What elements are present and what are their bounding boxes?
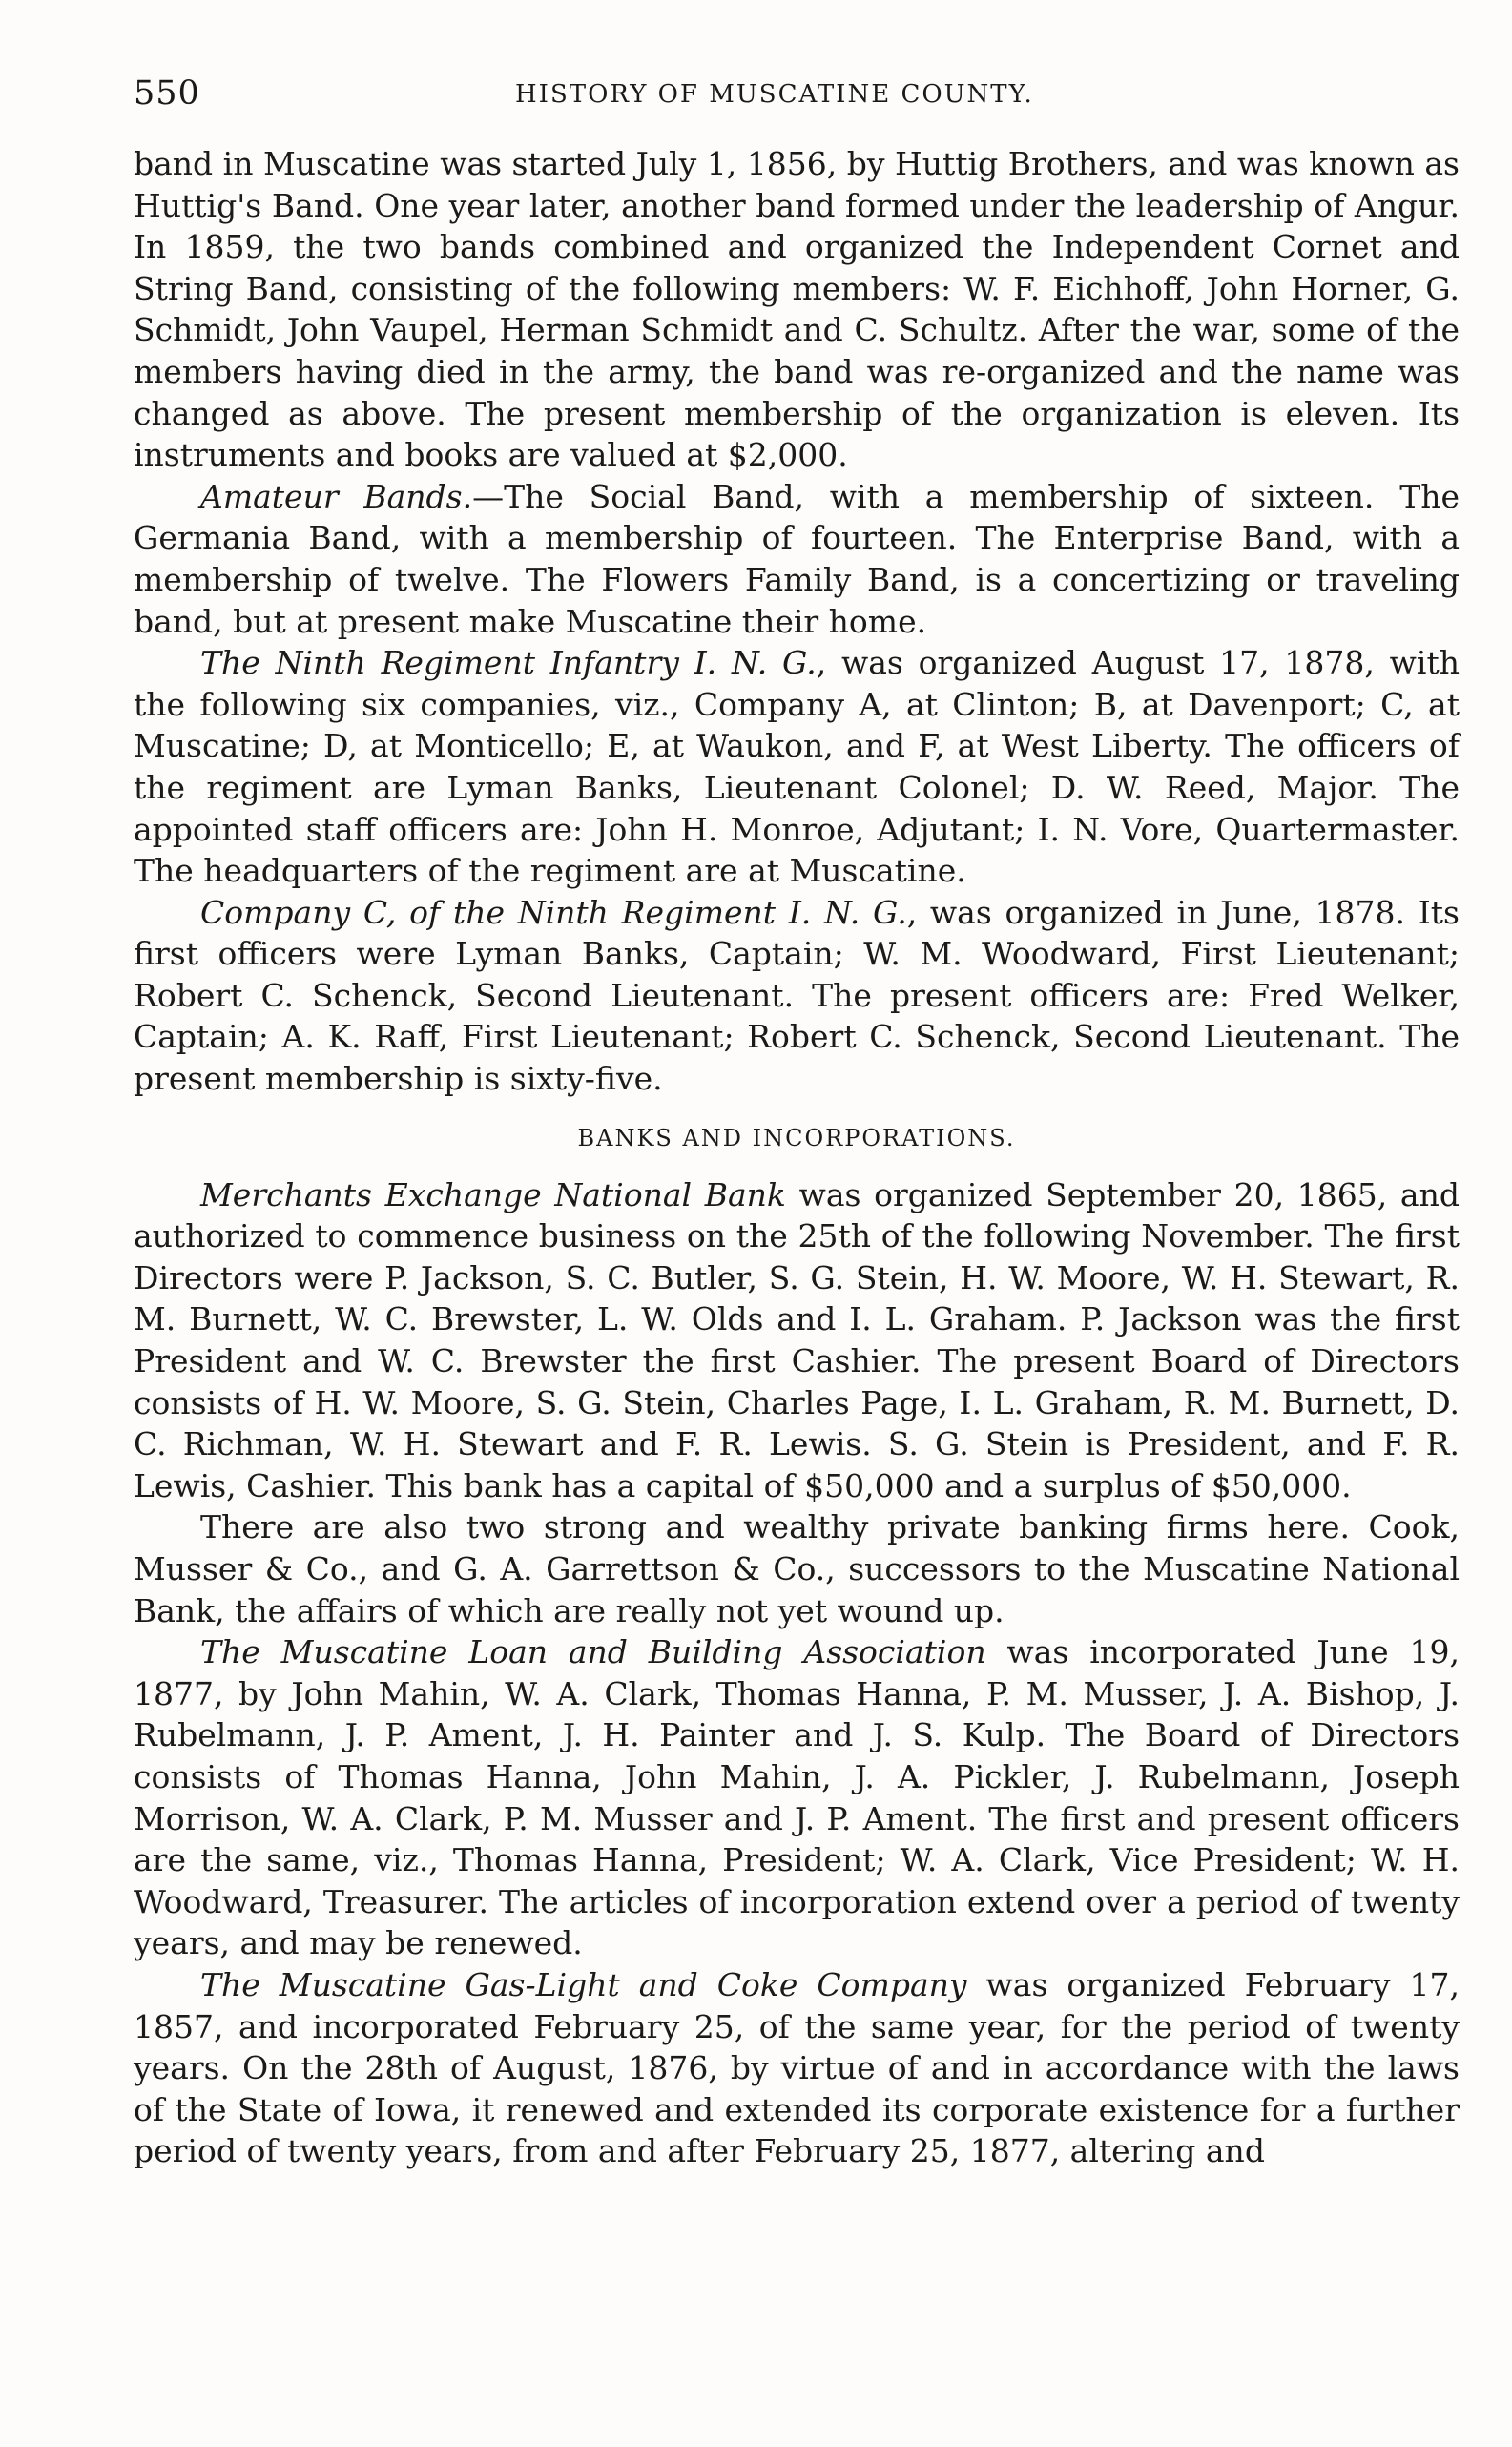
paragraph-gas-light-company [134, 1964, 1460, 2172]
paragraph-lead: The Muscatine Loan and Building Association [200, 1633, 986, 1671]
paragraph-text: was incorporated June 19, 1877, by John Mahin, W. A. Clark, Thomas Hanna, P. M. Musser, J. A. Bishop, J. Rubelmann, J. P. Ament, J. H. Painter and J. S. Kulp. The Board of Directors consists of Thomas Hanna, John Mahin, J. A. Pickler, J. Rubelmann, Joseph Morrison, W. A. Clark, P. M. Musser and J. P. Ament. The first and present officers are the same, viz., Thomas Hanna, President; W. A. Clark, Vice President; W. H. Woodward, Treasurer. The articles of incorporation extend over a period of twenty years, and may be renewed. [134, 1633, 1460, 1962]
paragraph-text: —The Social Band, with a membership of sixteen. The Germania Band, with a membership of fourteen. The Enterprise Band, with a membership of twelve. The Flowers Family Band, is a concertizing or traveling band, but at present make Muscatine their home. [134, 477, 1460, 640]
paragraph-amateur-bands [134, 476, 1460, 642]
paragraph-merchants-bank [134, 1174, 1460, 1507]
paragraph-text: was organized February 17, 1857, and incorporated February 25, of the same year, for the period of twenty years. On the 28th of August, 1876, by virtue of and in accordance with the laws of the State of Iowa, it renewed and extended its corporate existence for a further period of twenty years, from and after February 25, 1877, altering and [134, 1965, 1460, 2170]
running-head [134, 67, 1460, 124]
paragraph-text: was organized September 20, 1865, and authorized to commence business on the 25th of the following November. The first Directors were P. Jackson, S. C. Butler, S. G. Stein, H. W. Moore, W. H. Stewart, R. M. Burnett, W. C. Brewster, L. W. Olds and I. L. Graham. P. Jackson was the first President and W. C. Brewster the first Cashier. The present Board of Directors consists of H. W. Moore, S. G. Stein, Charles Page, I. L. Graham, R. M. Burnett, D. C. Richman, W. H. Stewart and F. R. Lewis. S. G. Stein is President, and F. R. Lewis, Cashier. This bank has a capital of $50,000 and a surplus of $50,000. [134, 1175, 1460, 1504]
paragraph-lead: The Ninth Regiment Infantry I. N. G. [200, 644, 817, 682]
section-heading: BANKS AND INCORPORATIONS. [577, 1124, 1016, 1151]
paragraph-text: There are also two strong and wealthy private banking firms here. Cook, Musser & Co., and G. A. Garrettson & Co., successors to the Muscatine National Bank, the affairs of which are really not yet wound up. [134, 1508, 1460, 1629]
paragraph-private-banks [134, 1506, 1460, 1631]
paragraph-band-history [134, 143, 1460, 476]
paragraph-lead: Company C, of the Ninth Regiment I. N. G. [200, 893, 907, 931]
paragraph-lead: The Muscatine Gas-Light and Coke Company [200, 1965, 967, 2003]
paragraph-lead: Merchants Exchange National Bank [200, 1175, 786, 1213]
paragraph-loan-association [134, 1631, 1460, 1964]
paragraph-text: band in Muscatine was started July 1, 1856, by Huttig Brothers, and was known as Huttig's Band. One year later, another band formed under the leadership of Angur. In 1859, the two bands combined and organized the Independent Cornet and String Band, consisting of the following members: W. F. Eichhoff, John Horner, G. Schmidt, John Vaupel, Herman Schmidt and C. Schultz. After the war, some of the members having died in the army, the band was re-organized and the name was changed as above. The present membership of the organization is eleven. Its instruments and books are valued at $2,000. [134, 145, 1460, 474]
paragraph-ninth-regiment [134, 642, 1460, 892]
running-title: HISTORY OF MUSCATINE COUNTY. [515, 80, 1034, 109]
paragraph-text: , was organized August 17, 1878, with the following six companies, viz., Company A, at Clinton; B, at Davenport; C, at Muscatine; D, at Monticello; E, at Waukon, and F, at West Liberty. The officers of the regiment are Lyman Banks, Lieutenant Colonel; D. W. Reed, Major. The appointed staff officers are: John H. Monroe, Adjutant; I. N. Vore, Quartermaster. The headquarters of the regiment are at Muscatine. [134, 644, 1460, 890]
page-body [134, 143, 1460, 2172]
paragraph-lead: Amateur Bands. [200, 477, 473, 515]
page-number: 550 [134, 74, 200, 113]
paragraph-text: , was organized in June, 1878. Its first officers were Lyman Banks, Captain; W. M. Woodward, First Lieutenant; Robert C. Schenck, Second Lieutenant. The present officers are: Fred Welker, Captain; A. K. Raff, First Lieutenant; Robert C. Schenck, Second Lieutenant. The present membership is sixty-five. [134, 893, 1460, 1098]
book-page [134, 67, 1460, 2172]
paragraph-company-c [134, 892, 1460, 1100]
